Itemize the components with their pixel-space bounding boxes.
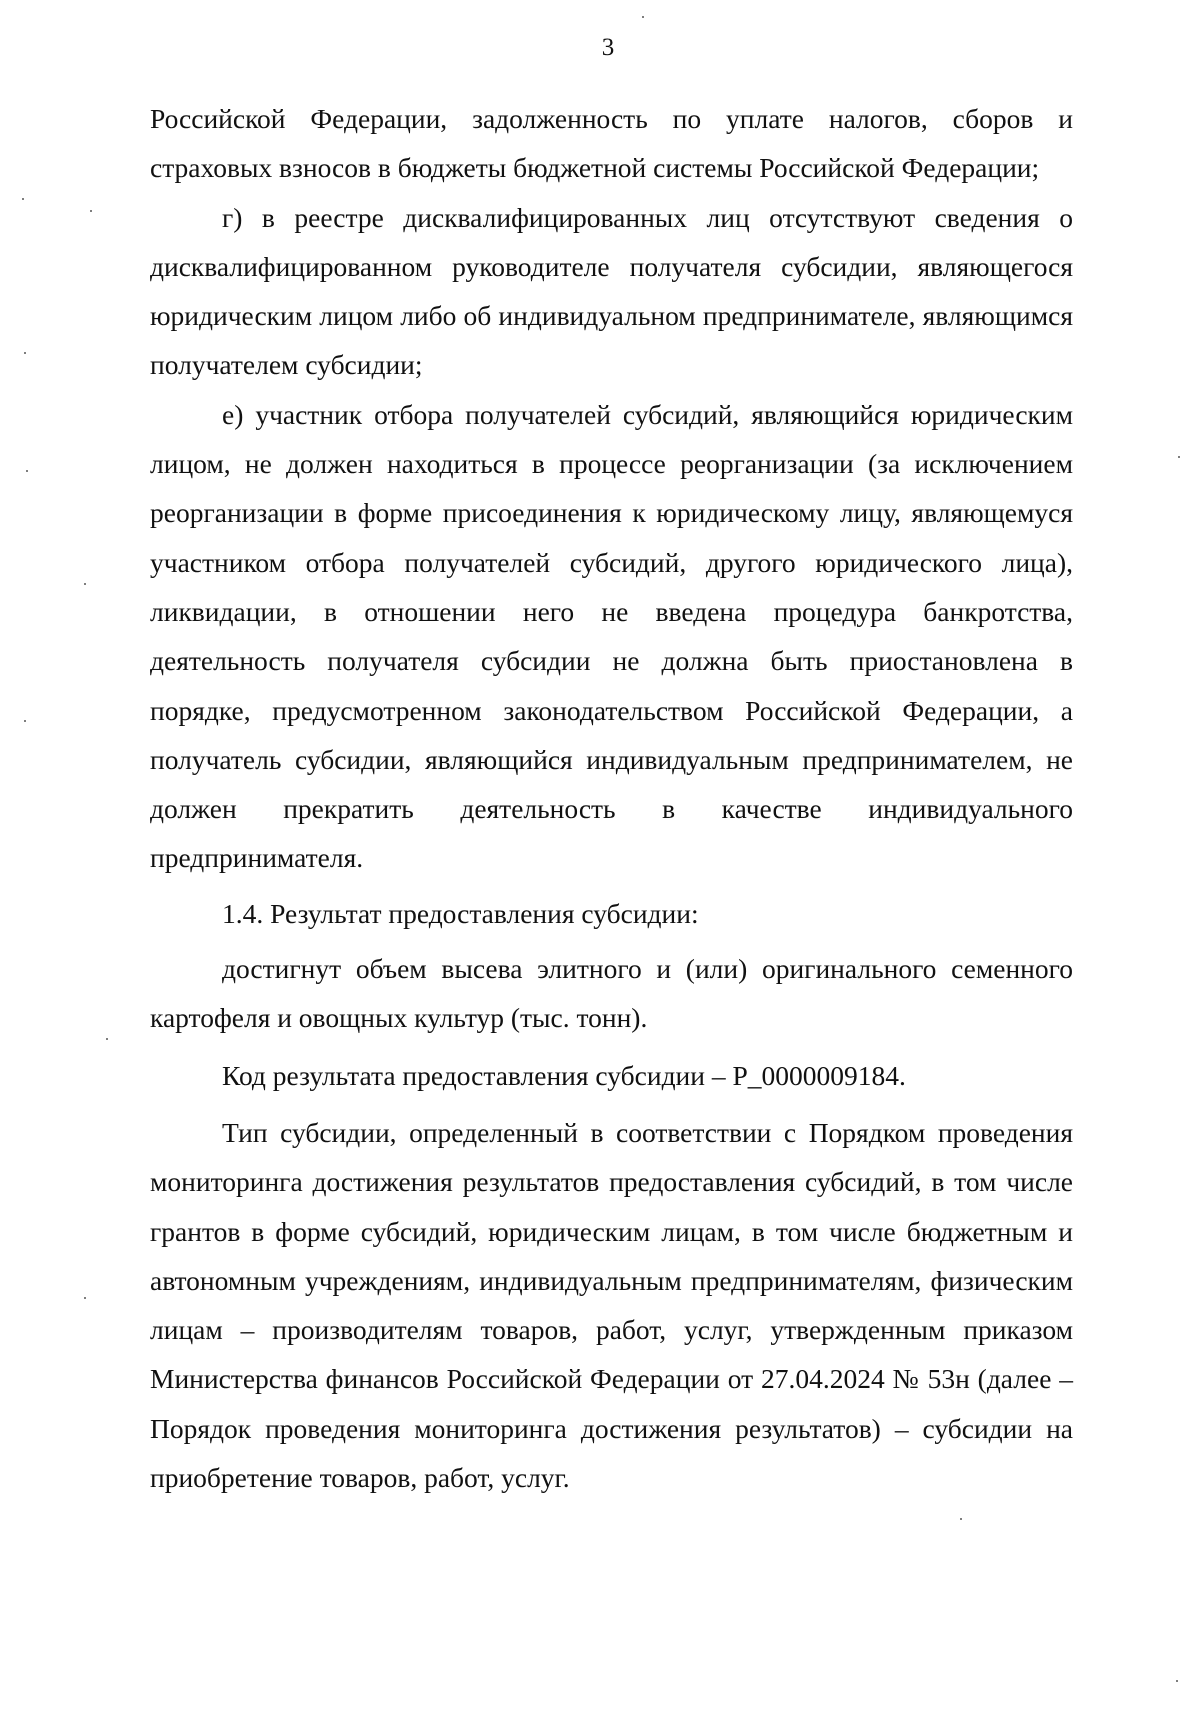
document-body: [150, 94, 1073, 1502]
paragraph-item-g: г) в реестре дисквалифицированных лиц отсутствуют сведения о дисквалифицированном руководителе получателя субсидии, являющегося юридическим лицом либо об индивидуальном предпринимателе, являющимся получателем субсидии;: [150, 201, 1073, 381]
scan-speck: [1178, 456, 1180, 458]
paragraph-subsidy-type: Тип субсидии, определенный в соответствии с Порядком проведения мониторинга достижения результатов предоставления субсидий, в том числе грантов в форме субсидий, юридическим лицам, в том числе бюджетным и автономным учреждениям, индивидуальным предпринимателям, физическим лицам – производителям товаров, работ, услуг, утвержденным приказом Министерства финансов Российской Федерации от 27.04.2024 № 53н (далее – Порядок проведения мониторинга достижения результатов) – субсидии на приобретение товаров, работ, услуг.: [150, 1116, 1073, 1494]
scan-speck: [642, 16, 644, 18]
scan-speck: [24, 720, 26, 722]
paragraph-result: достигнут объем высева элитного и (или) оригинального семенного картофеля и овощных культур (тыс. тонн).: [150, 953, 1073, 1034]
paragraph-result-code: Код результата предоставления субсидии – Р_0000009184.: [222, 1059, 906, 1091]
scan-speck: [1176, 1680, 1178, 1682]
scan-speck: [84, 1297, 86, 1299]
scan-speck: [90, 210, 92, 212]
paragraph-item-e: е) участник отбора получателей субсидий, являющийся юридическим лицом, не должен находиться в процессе реорганизации (за исключением реорганизации в форме присоединения к юридическому лицу, являющемуся участником отбора получателей субсидий, другого юридического лица), ликвидации, в отношении него не введена процедура банкротства, деятельность получателя субсидии не должна быть приостановлена в порядке, предусмотренном законодательством Российской Федерации, а получатель субсидии, являющийся индивидуальным предпринимателем, не должен прекратить деятельность в качестве индивидуального предпринимателя.: [150, 398, 1073, 874]
scan-speck: [24, 352, 26, 354]
scan-speck: [22, 198, 24, 200]
scan-speck: [960, 1518, 962, 1520]
scan-speck: [106, 1038, 108, 1040]
paragraph-continuation: Российской Федерации, задолженность по уплате налогов, сборов и страховых взносов в бюджеты бюджетной системы Российской Федерации;: [150, 103, 1073, 184]
page-number: 3: [601, 34, 615, 61]
section-heading-1-4: 1.4. Результат предоставления субсидии:: [222, 897, 699, 929]
scan-speck: [84, 583, 86, 585]
scan-speck: [26, 470, 28, 472]
